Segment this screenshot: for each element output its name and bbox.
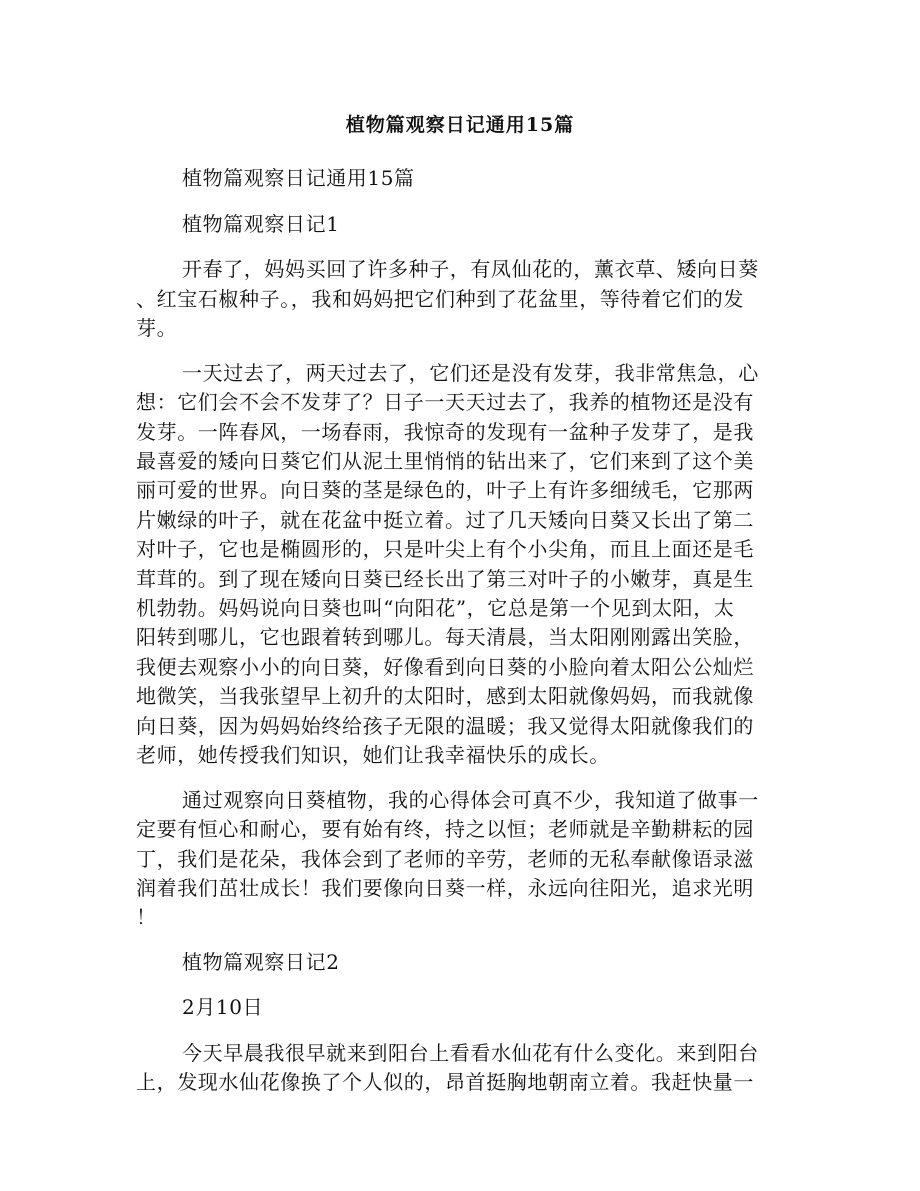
diary1-heading: 植物篇观察日记1: [182, 212, 340, 236]
text-line: 发芽。一阵春风，一场春雨，我惊奇的发现有一盆种子发芽了，是我: [136, 420, 754, 444]
text-line: 上，发现水仙花像换了个人似的，昂首挺胸地朝南立着。我赶快量一: [136, 1070, 754, 1094]
text-line: 我便去观察小小的向日葵，好像看到向日葵的小脸向着太阳公公灿烂: [136, 655, 754, 679]
text-line: 想：它们会不会不发芽了？日子一天天过去了，我养的植物还是没有: [136, 390, 754, 414]
text-line: 对叶子，它也是椭圆形的，只是叶尖上有个小尖角，而且上面还是毛: [136, 537, 754, 561]
text-line: 茸茸的。到了现在矮向日葵已经长出了第三对叶子的小嫩芽，真是生: [136, 567, 754, 591]
text-line: 地微笑，当我张望早上初升的太阳时，感到太阳就像妈妈，而我就像: [136, 684, 754, 708]
text-line: 阳转到哪儿，它也跟着转到哪儿。每天清晨，当太阳刚刚露出笑脸，: [136, 625, 754, 649]
text-line: 丽可爱的世界。向日葵的茎是绿色的，叶子上有许多细绒毛，它那两: [136, 478, 754, 502]
subtitle: 植物篇观察日记通用15篇: [182, 166, 415, 190]
text-line: 一天过去了，两天过去了，它们还是没有发芽，我非常焦急，心: [182, 361, 759, 385]
diary2-date: 2月10日: [182, 995, 264, 1019]
text-line: 丁，我们是花朵，我体会到了老师的辛劳，老师的无私奉献像语录滋: [136, 847, 754, 871]
text-line: 老师，她传授我们知识，她们让我幸福快乐的成长。: [136, 743, 610, 767]
document-title: 植物篇观察日记通用15篇: [345, 114, 575, 136]
text-line: 润着我们茁壮成长！我们要像向日葵一样，永远向往阳光，追求光明: [136, 876, 754, 900]
text-line: 、红宝石椒种子。，我和妈妈把它们种到了花盆里，等待着它们的发: [136, 287, 744, 311]
text-line: ！: [136, 905, 157, 929]
diary2-heading: 植物篇观察日记2: [182, 950, 340, 974]
text-line: 通过观察向日葵植物，我的心得体会可真不少，我知道了做事一: [182, 788, 759, 812]
text-line: 开春了，妈妈买回了许多种子，有凤仙花的，薰衣草、矮向日葵: [182, 257, 759, 281]
text-line: 机勃勃。妈妈说向日葵也叫“向阳花”，它总是第一个见到太阳，太: [136, 596, 735, 620]
text-line: 片嫩绿的叶子，就在花盆中挺立着。过了几天矮向日葵又长出了第二: [136, 508, 754, 532]
text-line: 今天早晨我很早就来到阳台上看看水仙花有什么变化。来到阳台: [182, 1041, 759, 1065]
text-line: 向日葵，因为妈妈始终给孩子无限的温暖；我又觉得太阳就像我们的: [136, 714, 754, 738]
text-line: 定要有恒心和耐心，要有始有终，持之以恒；老师就是辛勤耕耘的园: [136, 817, 754, 841]
text-line: 芽。: [136, 316, 178, 340]
text-line: 最喜爱的矮向日葵它们从泥土里悄悄的钻出来了，它们来到了这个美: [136, 449, 754, 473]
